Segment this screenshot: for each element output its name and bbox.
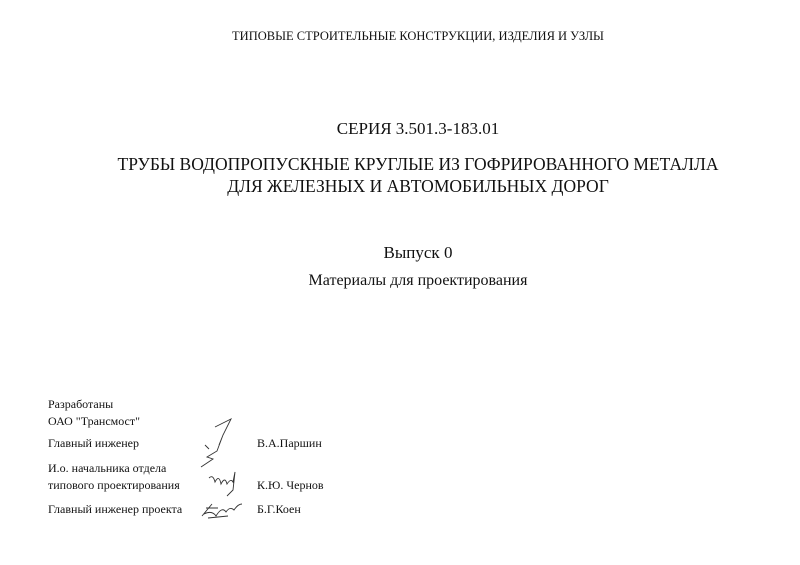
organization-name: ОАО "Трансмост" [48, 414, 141, 428]
document-header: ТИПОВЫЕ СТРОИТЕЛЬНЫЕ КОНСТРУКЦИИ, ИЗДЕЛИЯ И УЗЛЫ [232, 29, 604, 43]
signatory-role: типового проектирования [48, 478, 180, 492]
developed-by-label: Разработаны [48, 397, 114, 411]
signatory-name: В.А.Паршин [257, 436, 322, 450]
signatory-name: Б.Г.Коен [257, 502, 301, 516]
document-title-line-1: ТРУБЫ ВОДОПРОПУСКНЫЕ КРУГЛЫЕ ИЗ ГОФРИРОВАННОГО МЕТАЛЛА [117, 154, 719, 174]
signature-2 [205, 470, 245, 498]
document-subtitle: Материалы для проектирования [308, 272, 528, 289]
signatory-role: И.о. начальника отдела [48, 461, 167, 475]
document-title-line-2: ДЛЯ ЖЕЛЕЗНЫХ И АВТОМОБИЛЬНЫХ ДОРОГ [227, 176, 609, 196]
issue-number: Выпуск 0 [383, 243, 453, 262]
signature-3 [198, 498, 246, 522]
signatory-name: К.Ю. Чернов [257, 478, 324, 492]
signatory-role: Главный инженер [48, 436, 139, 450]
signature-1 [193, 415, 243, 470]
signatory-role: Главный инженер проекта [48, 502, 183, 516]
series-number: СЕРИЯ 3.501.3-183.01 [336, 119, 500, 138]
